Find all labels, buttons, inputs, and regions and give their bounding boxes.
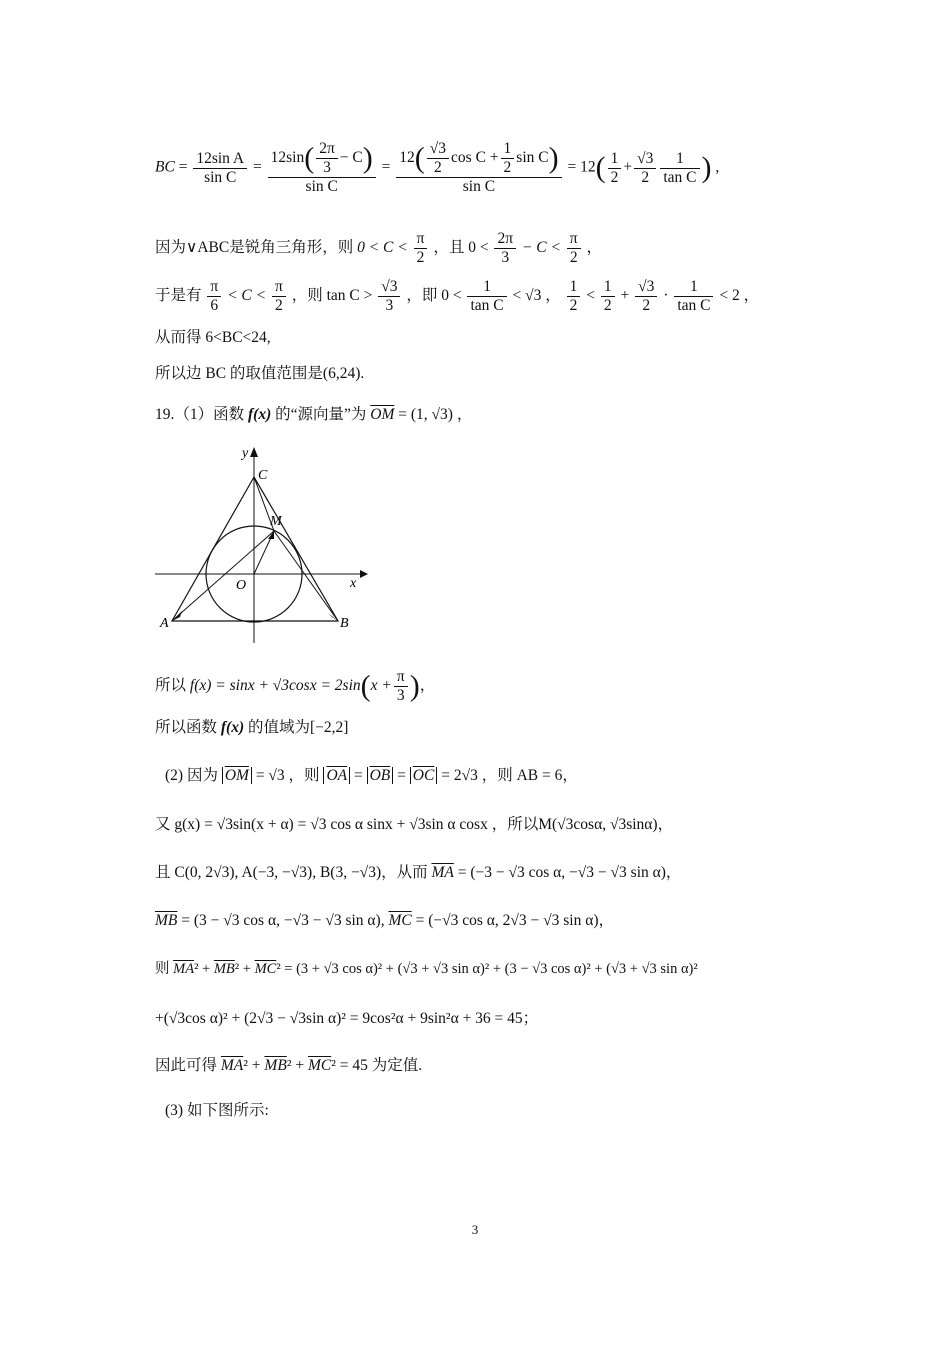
bc-symbol: BC <box>155 158 175 176</box>
triangle-circle-figure <box>150 445 370 645</box>
bc-bounds-line: 从而得 6<BC<24, <box>155 329 271 346</box>
segment-mb <box>274 531 338 621</box>
label-x: x <box>350 576 357 591</box>
label-m: M <box>270 514 282 529</box>
q19-part1-line: 19.（1）函数 f(x) 的“源向量”为 $\overline{OM} = (1$, √3) ， <box>155 406 473 423</box>
label-a: A <box>160 616 169 631</box>
y-axis-arrow <box>250 447 258 457</box>
x-axis-arrow <box>360 570 368 578</box>
q19-part3-line: (3) 如下图所示: <box>165 1102 269 1119</box>
bc-range-conclusion: 所以边 BC 的取值范围是(6,24). <box>155 365 365 382</box>
g-definition-line: 又 g(x) = √3sin(x + α) = √3 cos α sinx + √3sin α cosx ，所以M(√3cosα, √3sinα)， <box>155 816 674 833</box>
frac-sinA-sinC: $\frac{\text{12sin A}}{\text{sin C}}$ <box>193 150 247 187</box>
f-range-line: 所以函数 f(x) 的值域为[−2,2] <box>155 719 349 736</box>
sum-result-line: +(√3cos α)² + (2√3 − √3sin α)² = 9cos²α + 9sin²α + 36 = 45； <box>155 1010 539 1027</box>
mb-mc-vectors-line: $\overline{MB} = (3 - √3$ cos α, −√3 − √3 sin α), $\overline{MC} = (-√3$ cos α, 2√3 − √3 sin α)， <box>155 912 615 929</box>
label-b: B <box>340 616 349 631</box>
acute-triangle-line: 因为∨ABC是锐角三角形，则 0 < C < $\frac{\pi}{2}$ ，且 0 < $\frac{2\pi}{3}$ − C < $\frac{\pi}{2}$ ， <box>155 230 602 266</box>
label-o: O <box>236 578 247 593</box>
label-c: C <box>258 468 268 483</box>
formula-bc: BC = $\frac{\text{12sin A}}{\text{sin C}}$ = 12sin( $\frac{2\pi}{3}$ − C) sin C = 12( $\frac{√3}{2}$ cos C + $\frac{1}{2}$ sin C) sin C = 12( $\frac{1}{2}$ + $\frac{√3}{2}$ $\frac{1}{\text{tan C}}$ ) , <box>155 140 720 195</box>
q19-part2-line: (2) 因为 $\overline{OM} = √3$ ，则 $\overline{OA} = \overline{OB} = \overline{OC} = 2√3$ ，则 AB = 6， <box>165 767 578 784</box>
constant-conclusion-line: 因此可得 $\overline{MA}^2 + \overline{MB}^2 + \overline{MC}^2 = 45$ 为定值. <box>155 1057 423 1074</box>
label-y: y <box>242 446 249 461</box>
segment-ma <box>172 531 274 621</box>
frac-12sin: 12sin( $\frac{2\pi}{3}$ − C) sin C <box>268 140 376 196</box>
f-simplified-line: 所以 f(x) = sinx + √3cosx = 2sin(x + $\frac{\pi}{3}$ )， <box>155 668 436 704</box>
frac-12-expanded: 12( $\frac{√3}{2}$ cos C + $\frac{1}{2}$ sin C) sin C <box>396 140 561 196</box>
points-coordinates-line: 且 C(0, 2√3), A(−3, −√3), B(3, −√3)，从而 $\overline{MA} = (-3 - √3$ cos α, −√3 − √3 sin α)， <box>155 864 682 881</box>
sum-of-squares-line: 则 $\overline{MA}^2 + \overline{MB}^2 + \overline{MC}^2 = (3 + √3$ cos α)² + (√3 + √3 sin α)² + (3 − √3 cos α)² + (√3 + √3 sin α)² <box>155 961 698 977</box>
page-number: 3 <box>471 1222 479 1237</box>
range-derivation-line: 于是有 $\frac{\pi}{6}$ < C < $\frac{\pi}{2}$ ，则 tan C > $\frac{√3}{3}$ ，即 0 < $\frac{1}{\text{tan C}}$ < √3 ， $\frac{1}{2}$ < $\frac{1}{2}$ + $\frac{√3}{2}$ · $\frac{1}{\text{tan C}}$ < 2 ， <box>155 278 760 314</box>
